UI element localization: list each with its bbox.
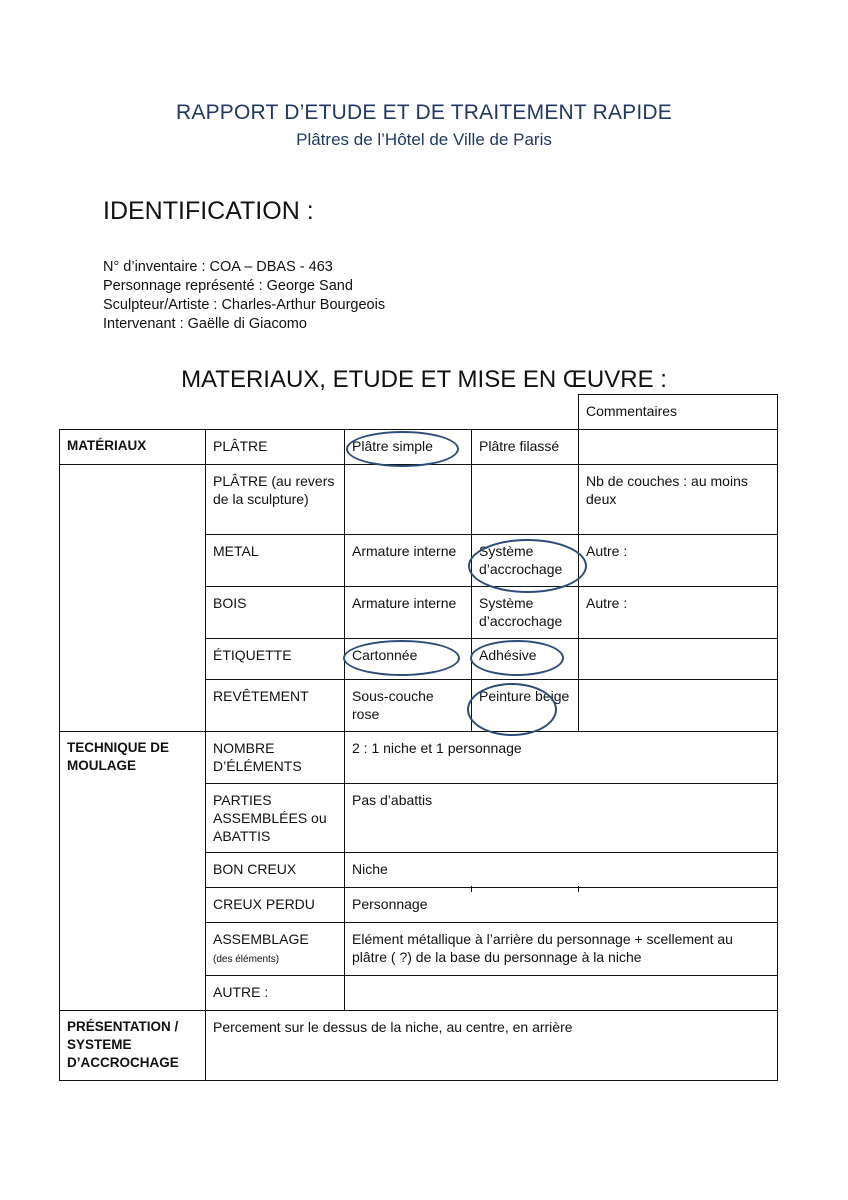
comment-platre-revers: Nb de couches : au moins deux (579, 465, 778, 535)
table-tick (578, 886, 579, 892)
row-label-bois: BOIS (206, 587, 345, 639)
row-label-revetement: REVÊTEMENT (206, 680, 345, 732)
section-technique: TECHNIQUE DE MOULAGE (60, 732, 206, 1011)
cell-platre-revers-2 (472, 465, 579, 535)
row-label-bon-creux: BON CREUX (206, 853, 345, 888)
option-platre-filasse: Plâtre filassé (472, 430, 579, 465)
comment-platre (579, 430, 778, 465)
sculptor: Sculpteur/Artiste : Charles-Arthur Bourgeois (103, 297, 386, 313)
section-materiaux-cont (60, 465, 206, 732)
assemblage-sublabel: (des éléments) (213, 954, 280, 965)
comments-header: Commentaires (579, 395, 778, 430)
row-label-nombre: NOMBRE D’ÉLÉMENTS (206, 732, 345, 784)
option-etiquette-adhesive: Adhésive (472, 639, 579, 680)
represented-character: Personnage représenté : George Sand (103, 278, 353, 294)
option-revetement-souscouche: Sous-couche rose (345, 680, 472, 732)
value-creux-perdu: Personnage (345, 888, 778, 923)
section-materiaux: MATÉRIAUX (60, 430, 206, 465)
row-label-platre: PLÂTRE (206, 430, 345, 465)
option-etiquette-cartonnee: Cartonnée (345, 639, 472, 680)
report-title: RAPPORT D’ETUDE ET DE TRAITEMENT RAPIDE (176, 101, 672, 124)
value-autre (345, 976, 778, 1011)
value-parties: Pas d’abattis (345, 784, 778, 853)
row-label-creux-perdu: CREUX PERDU (206, 888, 345, 923)
comment-bois: Autre : (579, 587, 778, 639)
option-metal-systeme: Système d’accrochage (472, 535, 579, 587)
option-bois-armature: Armature interne (345, 587, 472, 639)
inventory-number: N° d’inventaire : COA – DBAS - 463 (103, 259, 333, 275)
value-bon-creux: Niche (345, 853, 778, 888)
option-bois-systeme: Système d’accrochage (472, 587, 579, 639)
row-label-etiquette: ÉTIQUETTE (206, 639, 345, 680)
table-tick (471, 886, 472, 892)
comment-etiquette (579, 639, 778, 680)
materials-table (59, 394, 778, 1081)
materials-heading: MATERIAUX, ETUDE ET MISE EN ŒUVRE : (181, 366, 667, 393)
option-platre-simple: Plâtre simple (345, 430, 472, 465)
contributor: Intervenant : Gaëlle di Giacomo (103, 316, 307, 332)
comment-revetement (579, 680, 778, 732)
option-metal-armature: Armature interne (345, 535, 472, 587)
cell-platre-revers-1 (345, 465, 472, 535)
row-label-autre: AUTRE : (206, 976, 345, 1011)
value-presentation: Percement sur le dessus de la niche, au centre, en arrière (206, 1011, 778, 1081)
report-subtitle: Plâtres de l’Hôtel de Ville de Paris (296, 130, 552, 149)
identification-heading: IDENTIFICATION : (103, 197, 314, 225)
value-assemblage: Elément métallique à l’arrière du personnage + scellement au plâtre ( ?) de la base du personnage à la niche (345, 923, 778, 976)
value-nombre: 2 : 1 niche et 1 personnage (345, 732, 778, 784)
option-revetement-peinture: Peinture beige (472, 680, 579, 732)
section-presentation: PRÉSENTATION / SYSTEME D’ACCROCHAGE (60, 1011, 206, 1081)
row-label-metal: METAL (206, 535, 345, 587)
row-label-platre-revers: PLÂTRE (au revers de la sculpture) (206, 465, 345, 535)
row-label-assemblage (206, 923, 345, 976)
comment-metal: Autre : (579, 535, 778, 587)
assemblage-label: ASSEMBLAGE (213, 931, 309, 947)
row-label-parties: PARTIES ASSEMBLÉES ou ABATTIS (206, 784, 345, 853)
